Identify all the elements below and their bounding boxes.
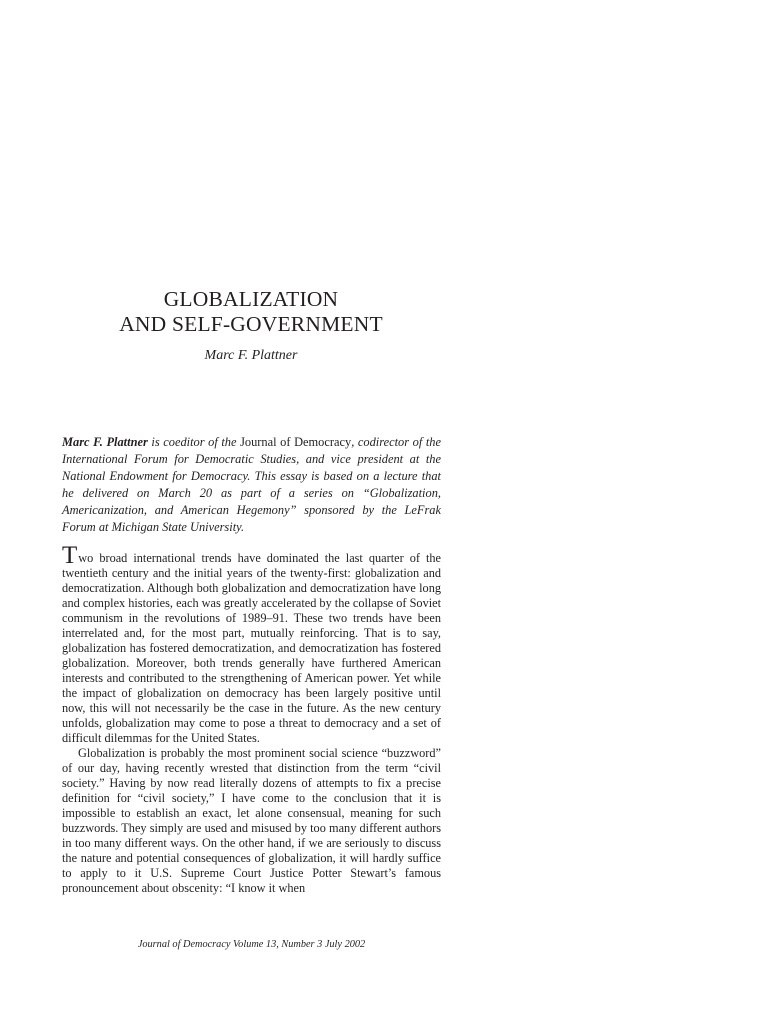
bio-author-name: Marc F. Plattner <box>62 435 148 449</box>
body-paragraph-1 <box>62 542 442 746</box>
article-body <box>62 542 442 896</box>
article-title-line-2: AND SELF-GOVERNMENT <box>119 312 383 336</box>
body-paragraph-1-text: wo broad international trends have dominated the last quarter of the twentieth century and the initial years of the twenty-first: globalization and democratization. Although both globalization and democratization have long and complex histories, each was greatly accelerated by the collapse of Soviet communism in the revolutions of 1989–91. These two trends have been interrelated and, for the most part, mutually reinforcing. That is to say, globalization has fostered democratization, and democratization has fostered globalization. Moreover, both trends generally have furthered American interests and contributed to the strengthening of American power. Yet while the impact of globalization on democracy has been largely positive until now, this will not necessarily be the case in the future. As the new century unfolds, globalization may come to pose a threat to democracy and a set of difficult dilemmas for the United States. <box>62 551 442 745</box>
bio-text-part-2: , codirector of the International Forum for Democratic Studies, and vice president at the National Endowment for Democracy. This essay is based on a lecture that he delivered on March 20 as part of a series on “Globalization, Americanization, and American Hegemony” sponsored by the LeFrak Forum at Michigan State University. <box>62 435 441 534</box>
bio-journal-name: Journal of Democracy <box>240 435 352 449</box>
bio-text-part-1: is coeditor of the <box>147 435 241 449</box>
article-title <box>62 287 440 337</box>
drop-cap: T <box>62 542 78 569</box>
journal-citation-footer: Journal of Democracy Volume 13, Number 3 July 2002 <box>137 939 366 950</box>
article-author: Marc F. Plattner <box>204 348 298 363</box>
article-title-line-1: GLOBALIZATION <box>163 287 339 311</box>
body-paragraph-2: Globalization is probably the most prominent social science “buzzword” of our day, having recently wrested that distinction from the term “civil society.” Having by now read literally dozens of attempts to fix a precise definition for “civil society,” I have come to the conclusion that it is impossible to establish an exact, let alone consensual, meaning for such buzzwords. They simply are used and misused by too many different authors in too many different ways. On the other hand, if we are seriously to discuss the nature and potential consequences of globalization, it will hardly suffice to apply to it U.S. Supreme Court Justice Potter Stewart’s famous pronouncement about obscenity: “I know it when <box>62 746 441 895</box>
author-bio <box>62 434 441 535</box>
